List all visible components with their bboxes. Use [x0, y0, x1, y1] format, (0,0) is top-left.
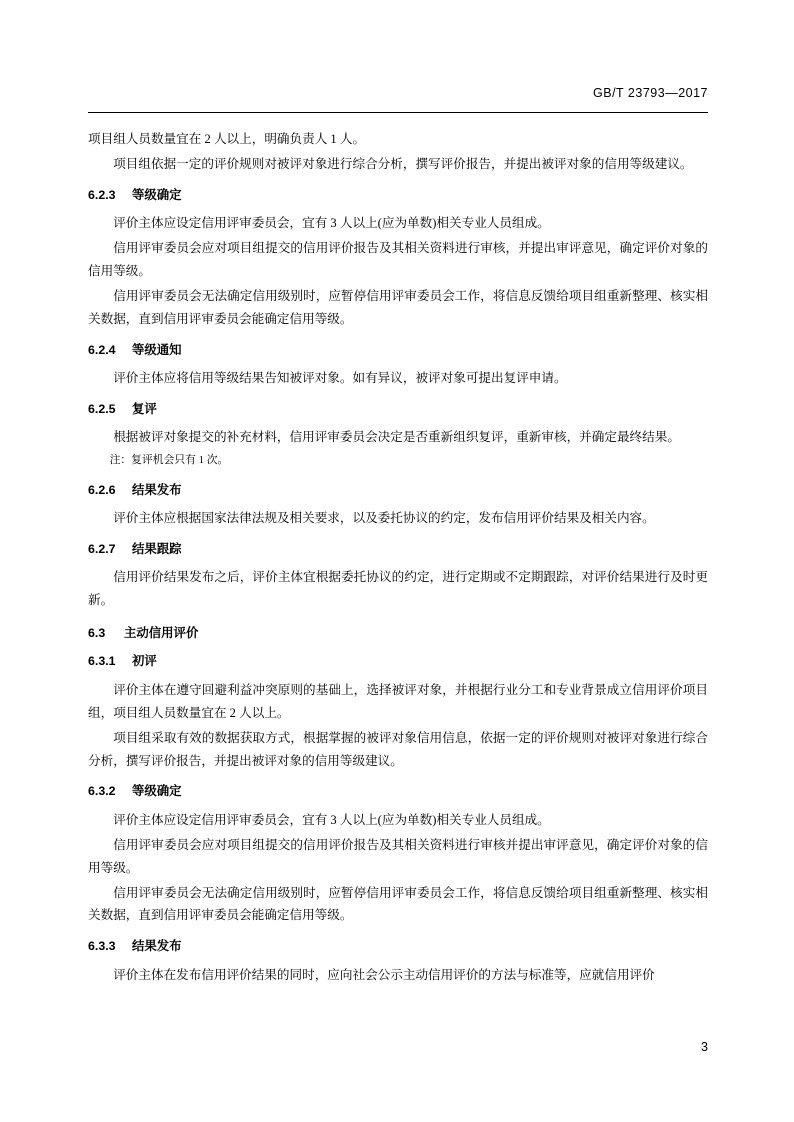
clause-number: 6.2.7: [88, 541, 116, 556]
page-content: [88, 86, 708, 989]
clause-heading-6.2.5: [88, 401, 708, 418]
clause-heading-6.3.1: [88, 653, 708, 670]
clause-number: 6.2.4: [88, 342, 116, 357]
body-paragraph: 信用评价结果发布之后，评价主体宜根据委托协议的约定，进行定期或不定期跟踪，对评价结果进行及时更新。: [88, 570, 708, 608]
clause-number: 6.3.1: [88, 654, 116, 669]
header-divider: [88, 112, 708, 113]
clause-title: 结果发布: [132, 939, 182, 954]
clause-number: 6.2.5: [88, 401, 116, 416]
body-paragraph: 评价主体应将信用等级结果告知被评对象。如有异议，被评对象可提出复评申请。: [113, 371, 567, 386]
body-paragraph: 评价主体在遵守回避利益冲突原则的基础上，选择被评对象，并根据行业分工和专业背景成立信用评价项目组，项目组人员数量宜在 2 人以上。: [88, 682, 708, 720]
body-paragraph: 信用评审委员会无法确定信用级别时，应暂停信用评审委员会工作，将信息反馈给项目组重新整理、核实相关数据，直到信用评审委员会能确定信用等级。: [88, 885, 708, 923]
clause-heading-6.3.2: [88, 783, 708, 800]
clause-heading-6.2.6: [88, 482, 708, 499]
clause-title: 结果发布: [132, 482, 182, 497]
page-number: 3: [701, 1040, 708, 1054]
clause-number: 6.2.3: [88, 187, 116, 202]
body-paragraph: 信用评审委员会应对项目组提交的信用评价报告及其相关资料进行审核，并提出审评意见，确定评价对象的信用等级。: [88, 241, 708, 278]
clause-heading-6.2.3: [88, 187, 708, 204]
note-text: 注：复评机会只有 1 次。: [109, 454, 229, 467]
body-paragraph: 评价主体应根据国家法律法规及相关要求，以及委托协议的约定，发布信用评价结果及相关内容。: [113, 511, 655, 526]
clause-title: 等级通知: [132, 342, 182, 357]
body-paragraph: 项目组依据一定的评价规则对被评对象进行综合分析，撰写评价报告，并提出被评对象的信用等级建议。: [113, 156, 693, 171]
body-paragraph: 评价主体在发布信用评价结果的同时，应向社会公示主动信用评价的方法与标准等，应就信用评价: [113, 967, 655, 982]
clause-number: 6.2.6: [88, 482, 116, 497]
clause-heading-6.2.7: [88, 541, 708, 558]
clause-title: 复评: [132, 401, 157, 416]
body-paragraph: 评价主体应设定信用评审委员会，宜有 3 人以上(应为单数)相关专业人员组成。: [113, 216, 550, 231]
clause-title: 结果跟踪: [132, 541, 182, 556]
body-paragraph: 根据被评对象提交的补充材料，信用评审委员会决定是否重新组织复评，重新审核，并确定最终结果。: [113, 430, 680, 445]
body-paragraph: 评价主体应设定信用评审委员会，宜有 3 人以上(应为单数)相关专业人员组成。: [113, 812, 550, 827]
clause-heading-6.3.3: [88, 938, 708, 955]
body-paragraph: 信用评审委员会无法确定信用级别时，应暂停信用评审委员会工作，将信息反馈给项目组重新整理、核实相关数据，直到信用评审委员会能确定信用等级。: [88, 288, 708, 326]
body-paragraph: 项目组人员数量宜在 2 人以上，明确负责人 1 人。: [88, 132, 366, 146]
clause-heading-6.2.4: [88, 342, 708, 359]
clause-title: 主动信用评价: [124, 626, 199, 641]
clause-title: 等级确定: [132, 784, 182, 799]
clause-number: 6.3: [88, 626, 106, 641]
page-header: [88, 86, 708, 120]
clause-number: 6.3.3: [88, 939, 116, 954]
clause-title: 等级确定: [132, 187, 182, 202]
clause-number: 6.3.2: [88, 784, 116, 799]
clause-heading-6.3: [88, 625, 708, 642]
standard-code: GB/T 23793—2017: [593, 86, 708, 100]
body-paragraph: 信用评审委员会应对项目组提交的信用评价报告及其相关资料进行审核并提出审评意见，确定评价对象的信用等级。: [88, 837, 708, 875]
body-paragraph: 项目组采取有效的数据获取方式，根据掌握的被评对象信用信息，依据一定的评价规则对被评对象进行综合分析，撰写评价报告，并提出被评对象的信用等级建议。: [88, 730, 708, 768]
clause-title: 初评: [132, 654, 157, 669]
document-body: [88, 128, 708, 987]
